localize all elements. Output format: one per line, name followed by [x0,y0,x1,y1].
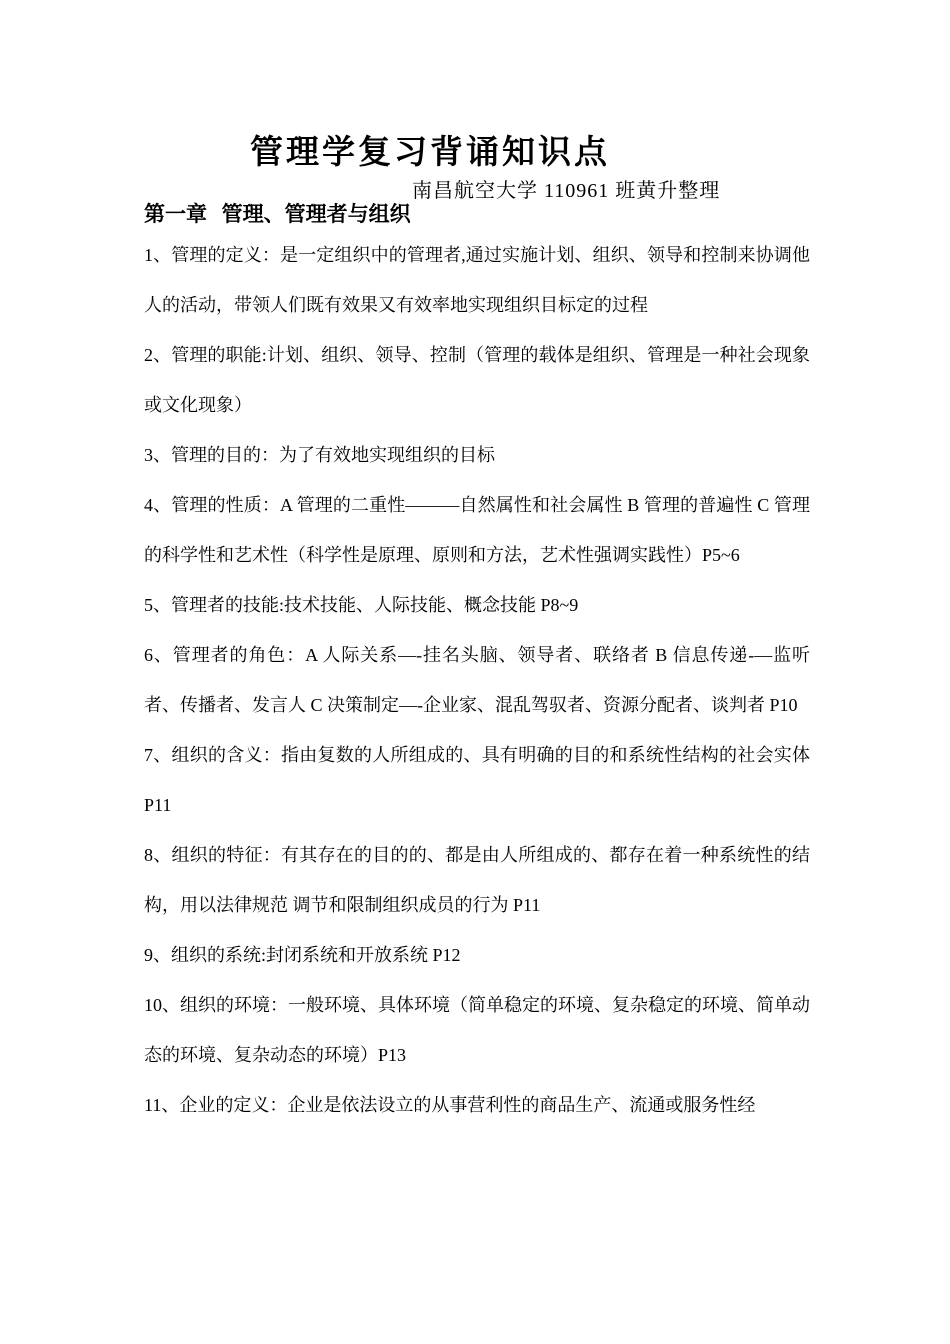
body-text [144,230,810,1130]
paragraph-10: 10、组织的环境：一般环境、具体环境（简单稳定的环境、复杂稳定的环境、简单动态的环境、复杂动态的环境）P13 [144,995,810,1065]
paragraph-5: 5、管理者的技能:技术技能、人际技能、概念技能 P8~9 [144,595,579,615]
paragraph-9: 9、组织的系统:封闭系统和开放系统 P12 [144,945,461,965]
paragraph-1: 1、管理的定义：是一定组织中的管理者,通过实施计划、组织、领导和控制来协调他人的活动，带领人们既有效果又有效率地实现组织目标定的过程 [144,245,810,315]
paragraph-7: 7、组织的含义：指由复数的人所组成的、具有明确的目的和系统性结构的社会实体 P11 [144,745,810,815]
paragraph-2: 2、管理的职能:计划、组织、领导、控制（管理的载体是组织、管理是一种社会现象或文化现象） [144,345,810,415]
paragraph-4: 4、管理的性质：A 管理的二重性———自然属性和社会属性 B 管理的普遍性 C 管理的科学性和艺术性（科学性是原理、原则和方法，艺术性强调实践性）P5~6 [144,495,810,565]
paragraph-3: 3、管理的目的：为了有效地实现组织的目标 [144,445,495,465]
document-subtitle: 南昌航空大学 110961 班黄升整理 [412,180,721,202]
chapter-heading: 第一章 管理、管理者与组织 [144,202,411,226]
document-title: 管理学复习背诵知识点 [250,132,610,171]
paragraph-8: 8、组织的特征：有其存在的目的的、都是由人所组成的、都存在着一种系统性的结构，用以法律规范 调节和限制组织成员的行为 P11 [144,845,810,915]
paragraph-6: 6、管理者的角色：A 人际关系—-挂名头脑、领导者、联络者 B 信息传递-—监听者、传播者、发言人 C 决策制定—-企业家、混乱驾驭者、资源分配者、谈判者 P10 [144,645,810,715]
paragraph-11: 11、企业的定义：企业是依法设立的从事营利性的商品生产、流通或服务性经 [144,1095,756,1115]
